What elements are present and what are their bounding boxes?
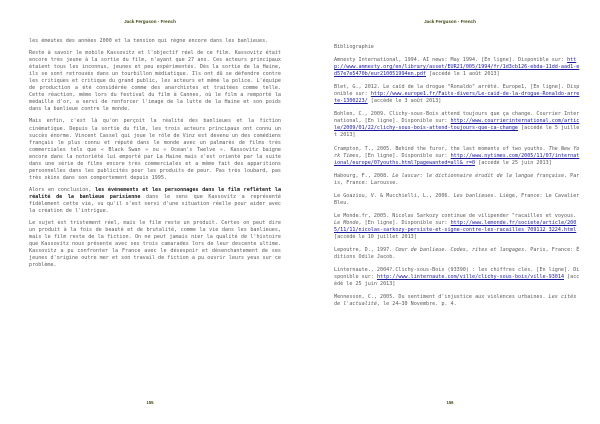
bib-link[interactable]: http://www.europe1.fr/Faits-divers/Le-caid-de-la-drogue-Ronaldo-arrete-1300223/	[334, 91, 580, 105]
bibliography-heading: Bibliographie	[334, 44, 374, 50]
bib-link[interactable]: http://www.lemonde.fr/societe/article/2005/11/11/nicolas-sarkozy-persiste-et-signe-contre-les-racailles_709112_3224.html	[334, 219, 577, 233]
right-page	[300, 0, 600, 424]
bib-entry: Blet, G., 2012. Le caïd de la drogue "Ronaldo" arrêté. Europe1, [En ligne]. Disponible sur: http://www.europe1.fr/Faits-divers/Le-caid-de-la-drogue-Ronaldo-arrete-1300223/ [accédé le 3 août 2013]	[334, 84, 580, 105]
bib-link[interactable]: http://www.nytimes.com/2005/11/07/international/europe/07youths.html?pagewanted=all&_r=0	[334, 152, 580, 166]
bib-entry: Crampton, T., 2005. Behind the furor, the last moments of two youths. The New York Times, [En ligne]. Disponible sur: http://www.nytimes.com/2005/11/07/international/europe/07youths.html?pagewanted=all&_r=0 [accédé le 25 juin 2013]	[334, 145, 580, 166]
bib-entry: Habourg, F., 2008. Le lascar: le dictionnaire érudit de la langue française. Paris, France: Larousse.	[334, 172, 580, 186]
bib-link[interactable]: http://www.amnesty.org/en/library/asset/EUR21/005/1994/fr/1d3cb126-ebda-11dd-aad1-ed57e7e5470b/eur210051994en.pdf	[334, 57, 580, 78]
left-body-text	[29, 38, 281, 274]
bibliography	[334, 44, 582, 314]
paragraph: Reste à savoir le mobile Kassovitz et l'objectif réel de ce film. Kassovitz était encore très jeune à la sortie du film, n'ayant que 27 ans. Ces acteurs principaux étaient tous les inconnus, jeunes et peu expérimentés. Dès la sortie de la Haine, ils se sont retrouvés dans un tourbillon médiatique. Ils ont dû se défendre contre les critiques et critique du grand public, les acteurs et même la police. L'équipe de production a été considérée comme des anarchistes et traitées comme telle. Cette réaction, même lors du festival du film à Cannes, où le film a remporté la médaille d'or, a servi de renforcer l'image de la lutte de la Haine et son poids dans la banlieue contre le monde.	[29, 50, 281, 113]
paragraph: Le sujet est tristement réel, mais le film reste un produit. Certes on peut dire un produit à la fois de beauté et de brutalité, comme la vie dans les banlieues, mais le film reste de la fiction. On ne peut jamais nier la qualité de l'histoire que Kassovitz nous présente avec ses trois camarades lors de leur descente ultime. Kassovitz a pu confronter la France avec le désespoir et désenchantement de ses jeunes d'origine outre mer et son travail de fiction a pu ouvrir leurs yeux sur ce problème.	[29, 220, 281, 269]
paragraph-conclusion	[29, 187, 281, 215]
bib-link[interactable]: http://www.linternaute.com/ville/clichy-sous-bois/ville-93014	[376, 274, 565, 281]
page-number-left: 155	[146, 400, 154, 405]
conclusion-lead: Alors en conclusion,	[29, 186, 96, 193]
running-header-left: Jack Ferguson - French	[124, 19, 176, 24]
bib-link[interactable]: http://www.courrierinternational.com/article/2009/01/22/clichy-sous-bois-attend-toujours-que-ca-change	[334, 118, 580, 132]
bib-entry: Amnesty International, 1994. AI news: May 1994. [En ligne]. Disponible sur: http://www.amnesty.org/en/library/asset/EUR21/005/1994/fr/1d3cb126-ebda-11dd-aad1-ed57e7e5470b/eur210051994en.pdf [accédé le 1 août 2013]	[334, 57, 580, 78]
conclusion-rest: dans le sens que Kassovitz a représenté fidèlement cette vie, vu qu'il s'est servi d'une situation réelle pour aider avec la création de l'intrigue.	[29, 193, 282, 215]
page-number-right: 156	[446, 400, 454, 405]
bib-entry: Bohlen, C., 2009. Clichy-sous-Bois attend toujours que ça change. Courrier International, [En ligne]. Disponible sur: http://www.courrierinternational.com/article/2009/01/22/clichy-sous-bois-attend-toujours-que-ca-change [accédé le 5 juillet 2013]	[334, 111, 580, 139]
running-header-right: Jack Ferguson - French	[424, 19, 476, 24]
bib-entry: Mennesson, C., 2005. Du sentiment d'injustice aux violences urbaines. Les cités de l'actualité, le 24–30 Novembre. p. 4.	[334, 294, 577, 308]
paragraph: les émeutes des années 2000 et la tension qui règne encore dans les banlieues.	[29, 38, 269, 44]
bib-entry: Linternaute., 2004?.Clichy-sous-Bois (93390) : les chiffres clés. [En ligne]. Disponible sur: http://www.linternaute.com/ville/clichy-sous-bois/ville-93014 [accédé le 25 juin 2013]	[334, 267, 580, 288]
paragraph: Mais enfin, c'est là qu'on perçoit la réalité des banlieues et la fiction cinématique. Depuis la sortie du film, les trois acteurs principaux ont connu un succès énorme. Vincent Cassel qui joue le rôle de Vinz est devenu un des comédiens français le plus connu et réputé dans le monde avec un palmarès de films très commerciales tels que « Black Swan » ou « Ocean's Twelve ». Kassovitz baigne encore dans la notoriété lui emporté par La Haine mais s'est orienté par la suite dans une série de films encore très commerciales et a même fait des apparitions personnelles dans les publicités pour les produits de peur. Pas très loubard, pas très skins dans son comportement depuis 1995.	[29, 118, 281, 181]
bib-entry: Le Goaziou, V. & Mucchielli, L., 2006. Les banlieues. Liège, France: Le Cavalier Bleu.	[334, 192, 580, 206]
bib-entry: Lepoutre, D., 1997. Cœur de banlieue. Codes, rites et langages. Paris, France: Éditions Odile Jacob.	[334, 247, 580, 261]
conclusion-emphasis: les événements et les personnages dans le film reflètent la réalité de la banlieue parisienne	[29, 186, 282, 200]
bib-entry: Le Monde.fr, 2005. Nicolas Sarkozy continue de vilipender "racailles et voyous. Le Monde, [En ligne]. Disponible sur: http://www.lemonde.fr/societe/article/2005/11/11/nicolas-sarkozy-persiste-et-signe-contre-les-racailles_709112_3224.html [accédé le 10 juillet 2013]	[334, 212, 577, 240]
